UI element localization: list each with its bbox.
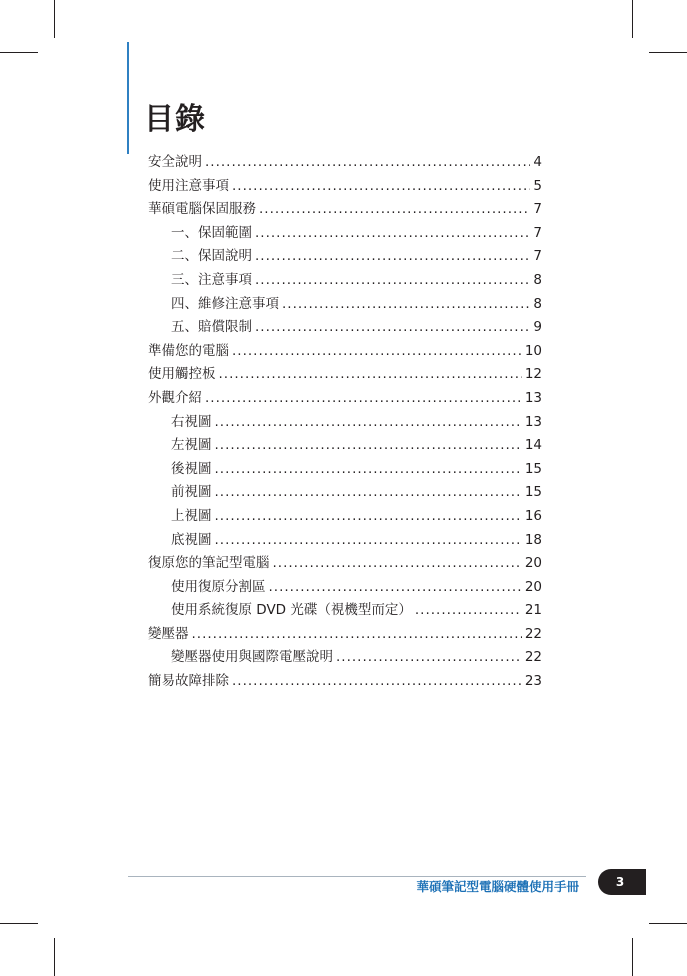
toc-entry[interactable]: [148, 505, 542, 529]
toc-dot-leader: [215, 529, 522, 553]
toc-entry-label: 二、保固說明: [171, 248, 252, 265]
toc-entry-label: 準備您的電腦: [148, 342, 229, 359]
toc-entry-label: 外觀介紹: [148, 389, 202, 406]
table-of-contents: [148, 151, 542, 694]
crop-mark: [54, 0, 55, 38]
toc-entry-page: 18: [524, 531, 542, 548]
toc-dot-leader: [255, 316, 530, 340]
toc-entry-label: 五、賠償限制: [171, 319, 252, 336]
toc-dot-leader: [255, 245, 530, 269]
toc-entry-page: 8: [533, 295, 542, 312]
toc-entry[interactable]: [148, 387, 542, 411]
toc-entry-label: 右視圖: [171, 413, 212, 430]
toc-entry-label: 四、維修注意事項: [171, 295, 279, 312]
toc-entry-label: 後視圖: [171, 460, 212, 477]
toc-entry[interactable]: [148, 599, 542, 623]
toc-entry-label: 左視圖: [171, 437, 212, 454]
crop-mark: [632, 938, 633, 976]
toc-entry[interactable]: [148, 458, 542, 482]
toc-entry[interactable]: [148, 552, 542, 576]
toc-dot-leader: [269, 576, 522, 600]
toc-entry-label: 使用系統復原 DVD 光碟（視機型而定）: [171, 602, 412, 619]
toc-entry-page: 15: [524, 460, 542, 477]
toc-dot-leader: [336, 646, 522, 670]
toc-dot-leader: [255, 269, 530, 293]
toc-dot-leader: [205, 151, 530, 175]
crop-mark: [649, 52, 687, 53]
toc-entry[interactable]: [148, 646, 542, 670]
page-number-tab: [598, 869, 646, 895]
footer-title: 華碩筆記型電腦硬體使用手冊: [416, 879, 579, 894]
toc-dot-leader: [205, 387, 522, 411]
toc-entry-label: 使用復原分割區: [171, 578, 266, 595]
toc-entry[interactable]: [148, 151, 542, 175]
toc-dot-leader: [232, 175, 530, 199]
toc-entry-page: 5: [533, 177, 542, 194]
crop-mark: [649, 923, 687, 924]
toc-entry-label: 華碩電腦保固服務: [148, 201, 256, 218]
toc-entry-page: 22: [524, 649, 542, 666]
toc-entry[interactable]: [148, 269, 542, 293]
toc-entry-page: 8: [533, 271, 542, 288]
toc-entry-label: 復原您的筆記型電腦: [148, 555, 270, 572]
toc-entry[interactable]: [148, 363, 542, 387]
toc-entry[interactable]: [148, 434, 542, 458]
toc-entry[interactable]: [148, 316, 542, 340]
toc-entry-page: 20: [524, 555, 542, 572]
toc-entry-page: 4: [533, 154, 542, 170]
toc-entry-page: 23: [524, 673, 542, 690]
footer-rule: [128, 876, 586, 877]
toc-entry-label: 前視圖: [171, 484, 212, 501]
toc-entry-label: 三、注意事項: [171, 271, 252, 288]
toc-entry[interactable]: [148, 411, 542, 435]
toc-entry-page: 13: [524, 413, 542, 430]
toc-dot-leader: [215, 411, 522, 435]
toc-entry[interactable]: [148, 481, 542, 505]
toc-entry-label: 變壓器使用與國際電壓說明: [171, 649, 333, 666]
toc-entry-page: 20: [524, 578, 542, 595]
toc-dot-leader: [273, 552, 522, 576]
toc-dot-leader: [255, 222, 530, 246]
toc-entry[interactable]: [148, 623, 542, 647]
toc-entry-page: 12: [524, 366, 542, 383]
toc-entry[interactable]: [148, 222, 542, 246]
toc-entry-label: 使用注意事項: [148, 177, 229, 194]
toc-entry-label: 簡易故障排除: [148, 673, 229, 690]
toc-entry-label: 一、保固範圍: [171, 224, 252, 241]
toc-entry[interactable]: [148, 245, 542, 269]
toc-dot-leader: [282, 293, 530, 317]
accent-bar: [127, 42, 129, 154]
toc-entry-page: 21: [524, 602, 542, 619]
toc-entry-label: 使用觸控板: [148, 366, 216, 383]
toc-dot-leader: [192, 623, 522, 647]
toc-entry[interactable]: [148, 529, 542, 553]
toc-entry[interactable]: [148, 340, 542, 364]
page-number: 3: [615, 875, 625, 889]
toc-dot-leader: [219, 363, 522, 387]
toc-entry-label: 底視圖: [171, 531, 212, 548]
toc-entry-label: 安全說明: [148, 154, 202, 170]
toc-entry-label: 上視圖: [171, 507, 212, 524]
toc-dot-leader: [232, 340, 522, 364]
toc-dot-leader: [215, 458, 522, 482]
toc-entry-page: 7: [533, 201, 542, 218]
toc-dot-leader: [259, 198, 530, 222]
toc-entry-page: 15: [524, 484, 542, 501]
toc-dot-leader: [215, 434, 522, 458]
crop-mark: [54, 938, 55, 976]
toc-entry-page: 9: [533, 319, 542, 336]
page-title: 目錄: [144, 102, 206, 137]
crop-mark: [632, 0, 633, 38]
toc-entry-page: 22: [524, 625, 542, 642]
toc-dot-leader: [215, 481, 522, 505]
toc-dot-leader: [215, 505, 522, 529]
toc-entry[interactable]: [148, 198, 542, 222]
crop-mark: [0, 923, 38, 924]
toc-entry[interactable]: [148, 670, 542, 694]
toc-dot-leader: [232, 670, 522, 694]
toc-entry-page: 10: [524, 342, 542, 359]
toc-entry-page: 16: [524, 507, 542, 524]
toc-entry[interactable]: [148, 175, 542, 199]
toc-entry[interactable]: [148, 576, 542, 600]
crop-mark: [0, 52, 38, 53]
toc-entry-label: 變壓器: [148, 625, 189, 642]
toc-entry[interactable]: [148, 293, 542, 317]
toc-entry-page: 14: [524, 437, 542, 454]
toc-entry-page: 7: [533, 248, 542, 265]
toc-entry-page: 7: [533, 224, 542, 241]
toc-dot-leader: [415, 599, 522, 623]
toc-entry-page: 13: [524, 389, 542, 406]
